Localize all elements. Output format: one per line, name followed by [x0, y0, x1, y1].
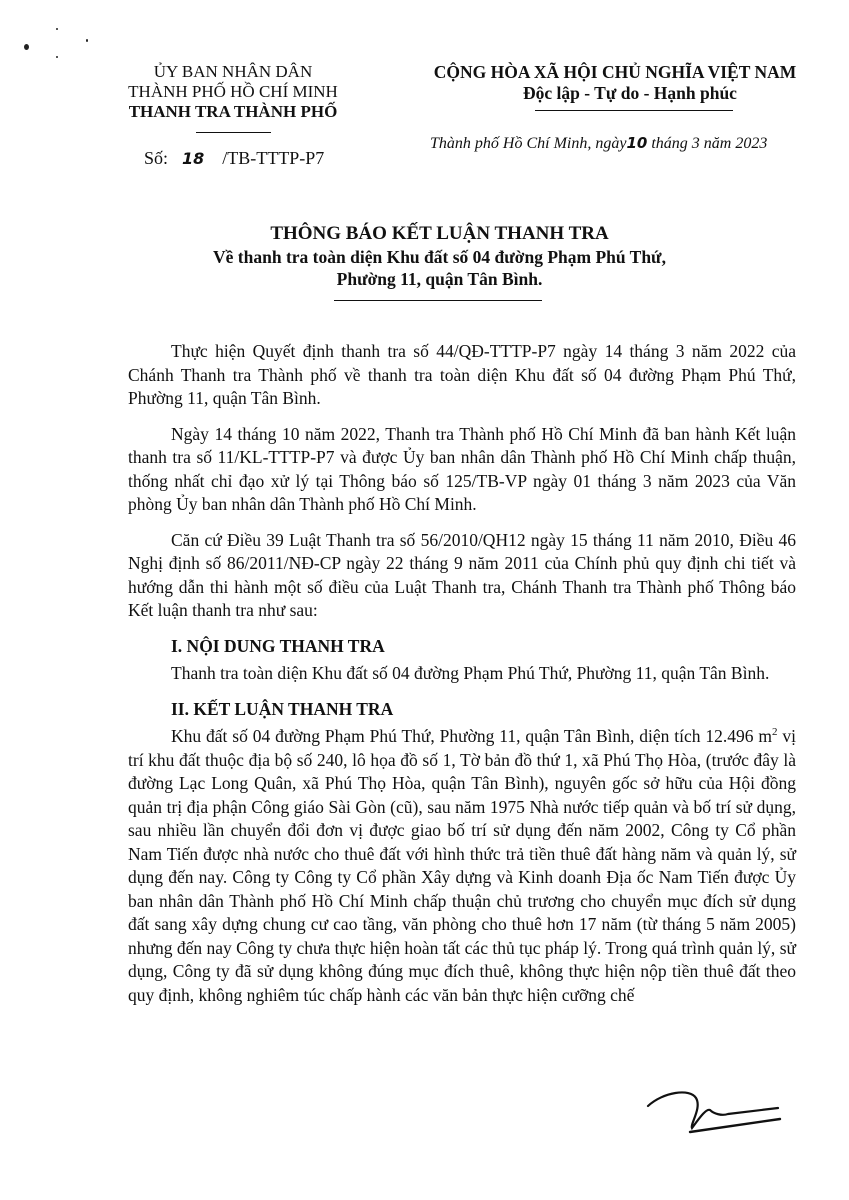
agency-underline — [196, 132, 271, 133]
number-prefix: Số: — [144, 148, 169, 168]
day-handwritten: 10 — [626, 134, 648, 152]
agency-line-2: THÀNH PHỐ HỒ CHÍ MINH — [128, 82, 338, 101]
title-underline — [334, 300, 542, 301]
scan-speck — [56, 56, 58, 58]
signature-initials-icon — [618, 1086, 788, 1136]
number-handwritten: 18 — [182, 149, 205, 168]
place-date-suffix: tháng 3 năm 2023 — [647, 135, 768, 152]
scan-speck — [24, 44, 29, 50]
national-title: CỘNG HÒA XÃ HỘI CHỦ NGHĨA VIỆT NAM — [433, 62, 797, 82]
agency-line-3: THANH TRA THÀNH PHỐ — [128, 102, 338, 121]
issuing-agency-header — [118, 62, 348, 133]
paragraph-conclusion-issued: Ngày 14 tháng 10 năm 2022, Thanh tra Thành phố Hồ Chí Minh đã ban hành Kết luận thanh tra số 11/KL-TTTP-P7 và được Ủy ban nhân dân Thành phố Hồ Chí Minh chấp thuận, thống nhất chỉ đạo xử lý tại Thông báo số 125/TB-VP ngày 01 tháng 3 năm 2023 của Văn phòng Ủy ban nhân dân Thành phố Hồ Chí Minh. — [128, 423, 796, 514]
area-unit-superscript: 2 — [772, 726, 778, 739]
scan-speck — [86, 39, 88, 42]
section-2-text — [128, 725, 796, 1007]
section-2-text-b: vị trí khu đất thuộc địa bộ số 240, lô họa đồ số 1, Tờ bản đồ thứ 1, xã Phú Thọ Hòa, (trước đây là đường Lạc Long Quân, xã Phú Thọ Hòa, quận Tân Bình), nguyên gốc sở hữu của Hội đồng quản trị địa phận Công giáo Sài Gòn (cũ), sau năm 1975 Nhà nước tiếp quản và bố trí sử dụng, sau nhiều lần chuyển đổi đơn vị được giao bố trí sử dụng đến năm 2002, Công ty Cổ phần Nam Tiến được nhà nước cho thuê đất với hình thức trả tiền thuê đất hàng năm và quản lý, sử dụng đến nay. Công ty Công ty Cổ phần Xây dựng và Kinh doanh Địa ốc Nam Tiến được Ủy ban nhân dân Thành phố Hồ Chí Minh chấp thuận chủ trương cho chuyển mục đích sử dụng đất sang xây dựng chung cư cao tầng, văn phòng cho thuê hơn 17 năm (từ tháng 5 năm 2005) nhưng đến nay Công ty chưa thực hiện hoàn tất các thủ tục pháp lý. Trong quá trình quản lý, sử dụng, Công ty đã sử dụng không đúng mục đích thuê, không thực hiện nộp tiền thuê đất theo quy định, không nghiêm túc chấp hành các văn bản thực hiện cưỡng chế — [128, 726, 796, 1005]
section-1-text: Thanh tra toàn diện Khu đất số 04 đường Phạm Phú Thứ, Phường 11, quận Tân Bình. — [171, 663, 770, 683]
paragraph-decision: Thực hiện Quyết định thanh tra số 44/QĐ-TTTP-P7 ngày 14 tháng 3 năm 2022 của Chánh Thanh tra Thành phố về thanh tra toàn diện Khu đất số 04 đường Phạm Phú Thứ, Phường 11, quận Tân Bình. — [128, 341, 796, 408]
number-suffix: /TB-TTTP-P7 — [222, 148, 325, 168]
section-1-heading: I. NỘI DUNG THANH TRA — [171, 635, 385, 656]
document-title-block — [0, 222, 849, 301]
section-2-text-a: Khu đất số 04 đường Phạm Phú Thứ, Phường 11, quận Tân Bình, diện tích 12.496 m — [171, 726, 772, 746]
national-header — [410, 62, 820, 111]
motto-underline — [535, 110, 733, 111]
section-2-heading: II. KẾT LUẬN THANH TRA — [171, 698, 394, 719]
document-subtitle-line-1: Về thanh tra toàn diện Khu đất số 04 đường Phạm Phú Thứ, — [213, 247, 666, 267]
national-motto: Độc lập - Tự do - Hạnh phúc — [523, 83, 737, 103]
scan-speck — [56, 28, 58, 30]
place-date-prefix: Thành phố Hồ Chí Minh, ngày — [430, 135, 627, 152]
paragraph-legal-basis: Căn cứ Điều 39 Luật Thanh tra số 56/2010/QH12 ngày 15 tháng 11 năm 2010, Điều 46 Nghị định số 86/2011/NĐ-CP ngày 22 tháng 9 năm 2011 của Chính phủ quy định chi tiết và hướng dẫn thi hành một số điều của Luật Thanh tra, Chánh Thanh tra Thành phố Thông báo Kết luận thanh tra như sau: — [128, 529, 796, 620]
document-body — [128, 340, 796, 1019]
document-number — [144, 148, 324, 169]
place-date — [430, 134, 767, 153]
agency-line-1: ỦY BAN NHÂN DÂN — [153, 62, 313, 81]
document-title: THÔNG BÁO KẾT LUẬN THANH TRA — [270, 223, 609, 244]
document-subtitle-line-2: Phường 11, quận Tân Bình. — [336, 269, 543, 289]
